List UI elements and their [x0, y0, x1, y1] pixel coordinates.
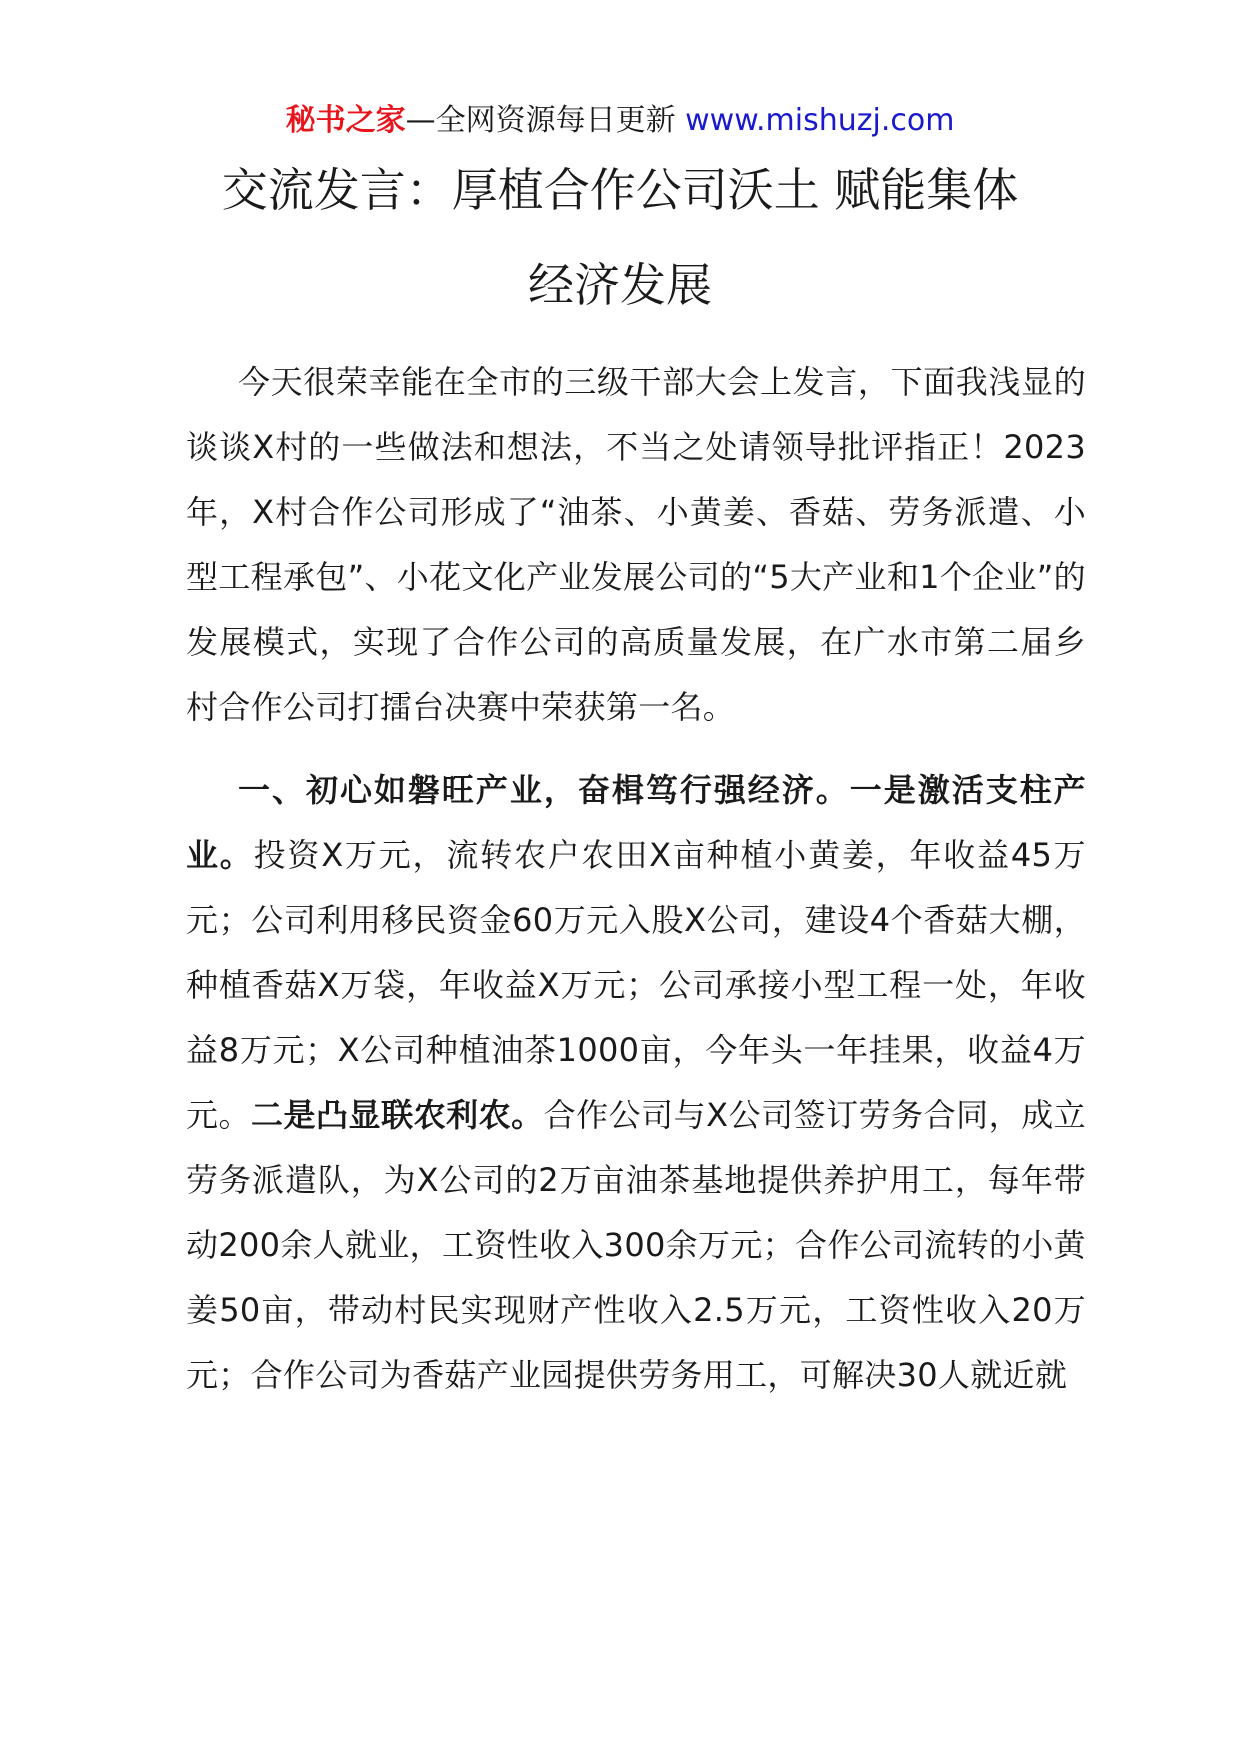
intro-paragraph: 今天很荣幸能在全市的三级干部大会上发言，下面我浅显的谈谈X村的一些做法和想法，不当之处请领导批评指正！2023年，X村合作公司形成了“油茶、小黄姜、香菇、劳务派遣、小型工程承包”、小花文化产业发展公司的“5大产业和1个企业”的发展模式，实现了合作公司的高质量发展，在广水市第二届乡村合作公司打擂台决赛中荣获第一名。	[186, 363, 1086, 726]
section1-paragraph	[186, 758, 1086, 1408]
document-title-line2: 经济发展	[528, 258, 712, 312]
section1-heading: 一、初心如磐旺产业，奋楫笃行强经济。	[238, 771, 850, 809]
site-brand: 秘书之家	[285, 103, 406, 138]
document-body	[186, 350, 1086, 1408]
point1-text: 投资X万元，流转农户农田X亩种植小黄姜，年收益45万元；公司利用移民资金60万元入股X公司，建设4个香菇大棚，种植香菇X万袋，年收益X万元；公司承接小型工程一处，年收益8万元；X公司种植油茶1000亩，今年头一年挂果，收益4万元。	[186, 836, 1086, 1134]
site-tagline: —全网资源每日更新	[405, 103, 686, 138]
document-title-line1: 交流发言：厚植合作公司沃土 赋能集体	[221, 163, 1019, 217]
point2-title: 二是凸显联农利农。	[251, 1096, 544, 1134]
site-url-link[interactable]: www.mishuzj.com	[685, 103, 955, 138]
point1-title: 一是激活支柱产业。	[186, 771, 1086, 874]
point2-text: 合作公司与X公司签订劳务合同，成立劳务派遣队，为X公司的2万亩油茶基地提供养护用工，每年带动200余人就业，工资性收入300余万元；合作公司流转的小黄姜50亩，带动村民实现财产性收入2.5万元，工资性收入20万元；合作公司为香菇产业园提供劳务用工，可解决30人就近就	[186, 1096, 1086, 1394]
site-header	[0, 98, 1240, 144]
